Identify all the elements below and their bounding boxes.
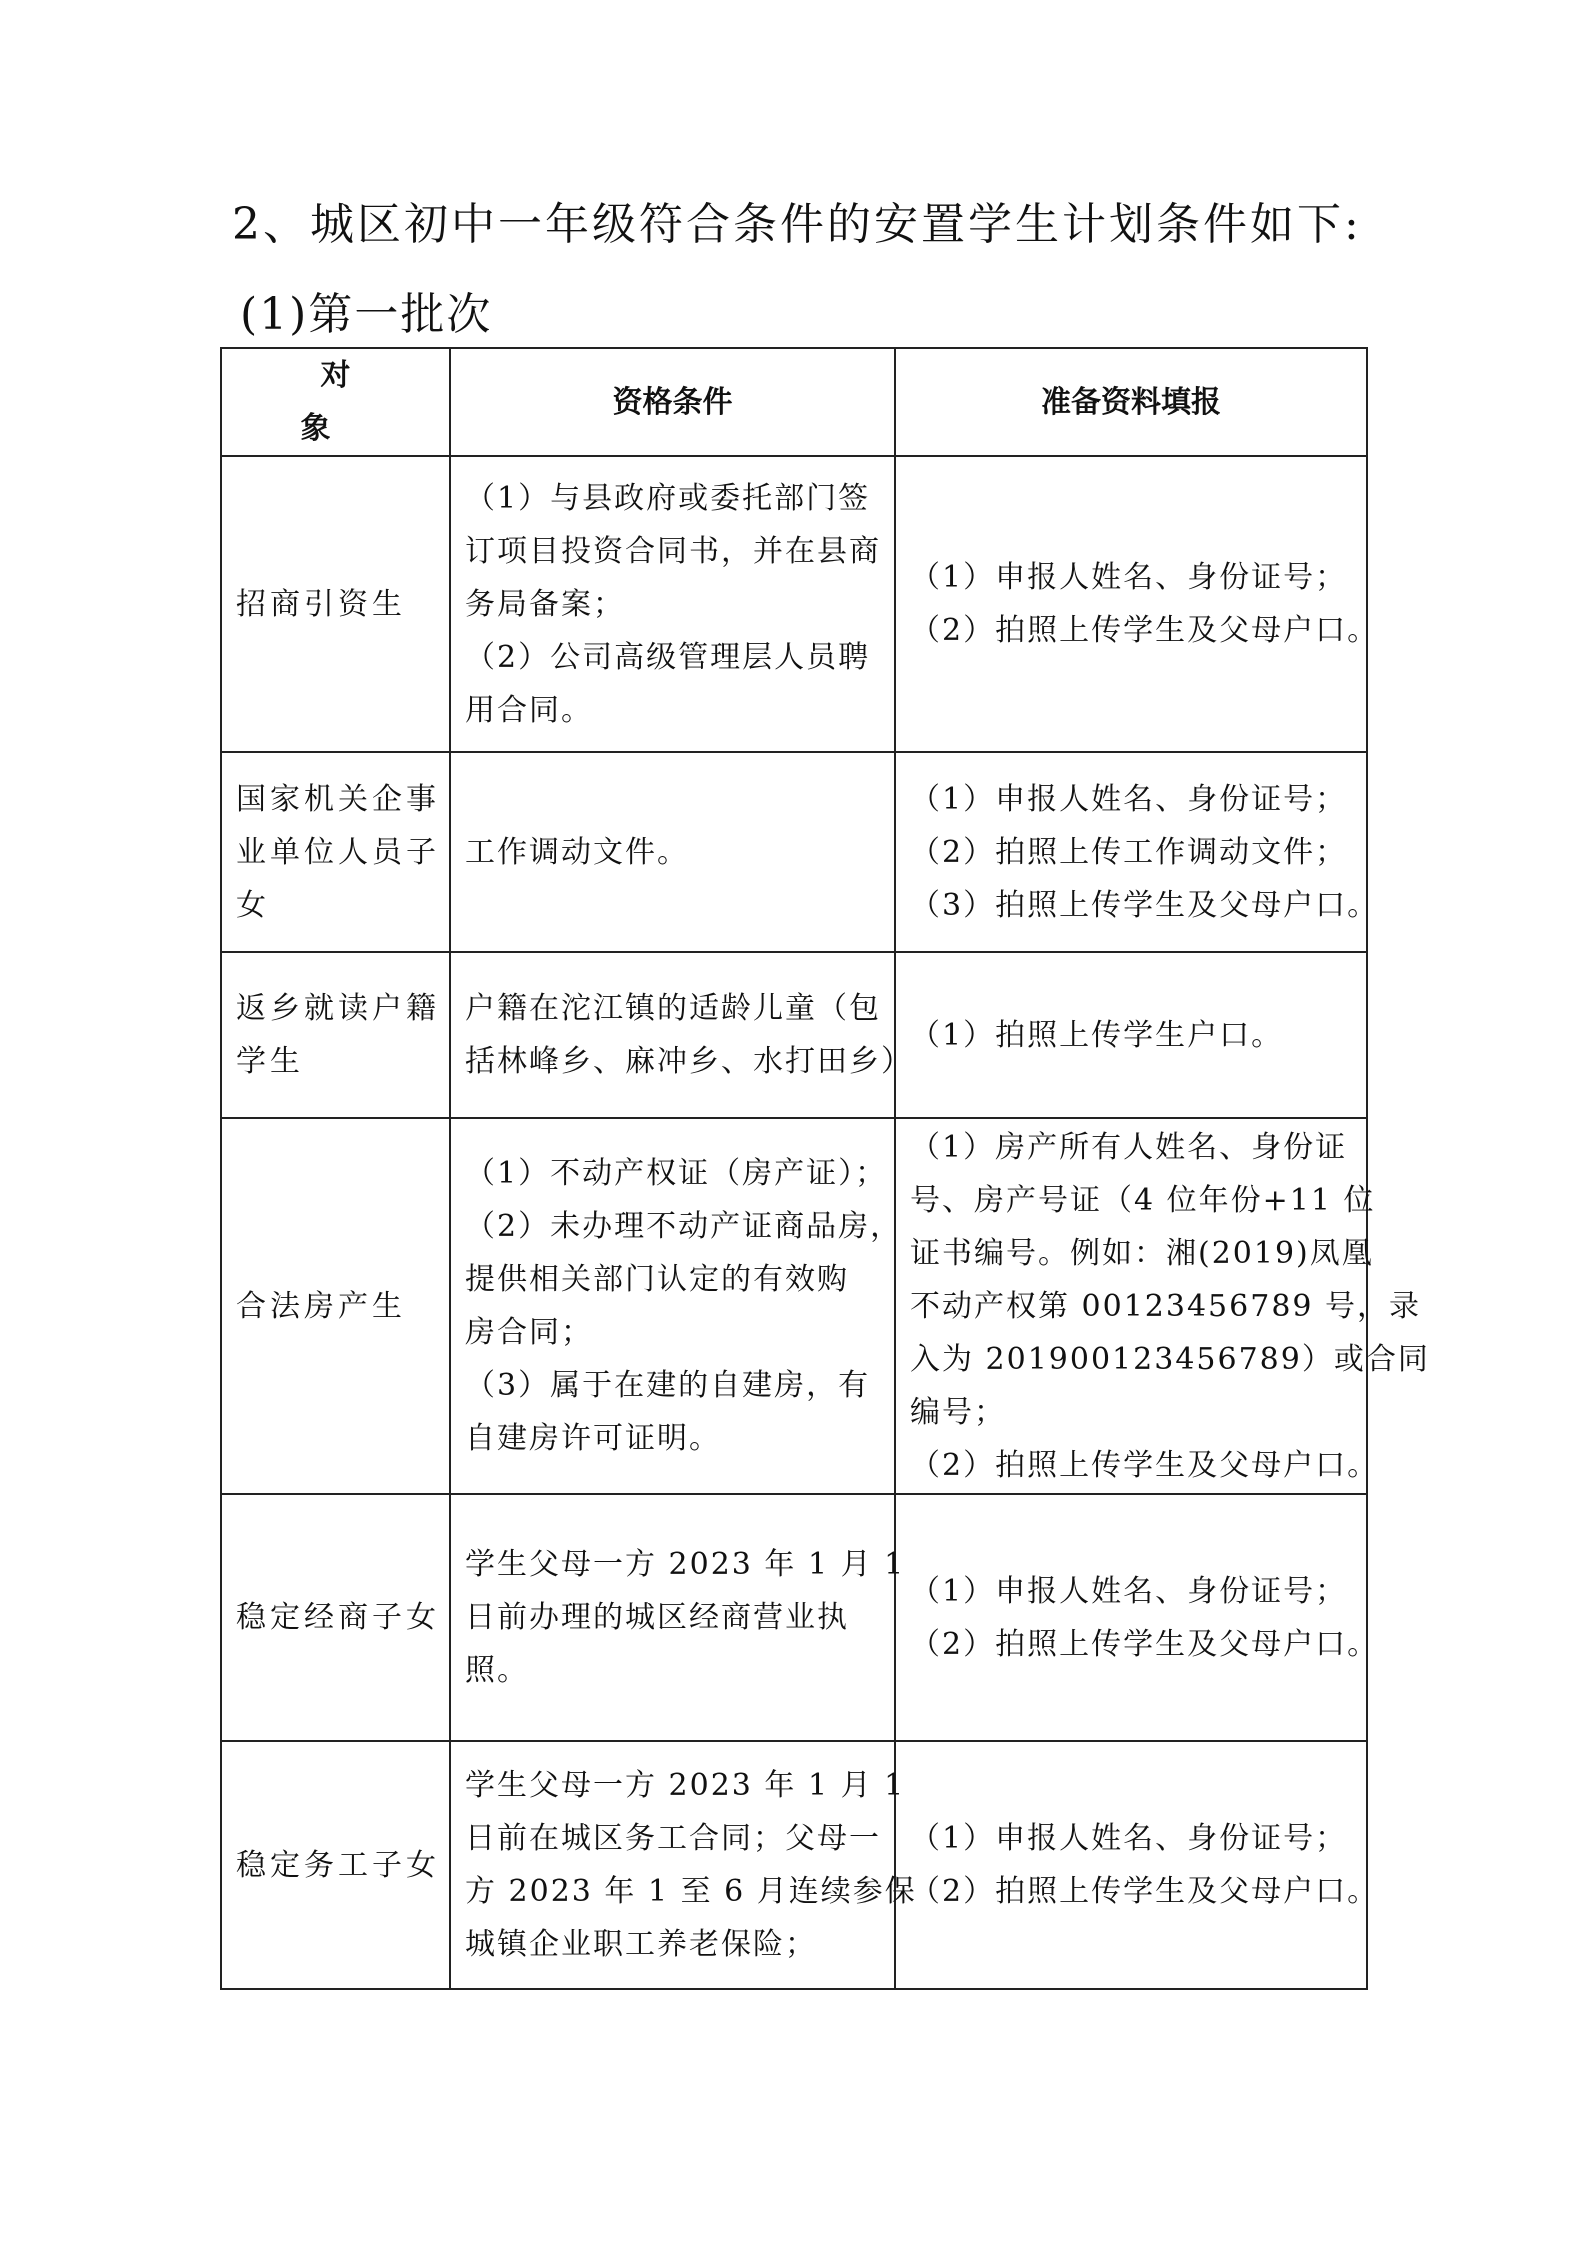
object-line: 招商引资生 [236, 586, 406, 622]
document-line: 编号； [910, 1394, 1006, 1430]
object-line: 稳定务工子女 [236, 1847, 440, 1883]
condition-line: 学生父母一方 2023 年 1 月 1 [465, 1547, 906, 1582]
condition-line: 照。 [465, 1653, 529, 1688]
section-heading: 2、城区初中一年级符合条件的安置学生计划条件如下: [232, 199, 1362, 250]
object-line: 合法房产生 [236, 1288, 406, 1324]
condition-line: （2）公司高级管理层人员聘 [465, 639, 871, 675]
condition-line: 务局备案； [465, 586, 625, 622]
cell-object [221, 1118, 450, 1494]
cell-documents [895, 1494, 1380, 1741]
table-row [221, 1118, 1367, 1494]
condition-line: 房合同； [465, 1315, 593, 1350]
cell-documents [895, 1118, 1430, 1494]
condition-line: （1）不动产权证（房产证）； [465, 1156, 888, 1191]
condition-line: 括林峰乡、麻冲乡、水打田乡） [465, 1044, 913, 1079]
table-row [221, 456, 1367, 752]
table-row [221, 1741, 1367, 1989]
cell-conditions [450, 952, 913, 1118]
cell-object [221, 752, 450, 952]
document-line: （1）房产所有人姓名、身份证 [910, 1129, 1348, 1165]
cell-documents [895, 952, 1367, 1118]
cell-object [221, 952, 450, 1118]
batch-subheading: (1)第一批次 [240, 289, 493, 340]
cell-documents [895, 752, 1380, 952]
document-line: （1）申报人姓名、身份证号； [910, 1573, 1348, 1609]
document-line: 不动产权第 00123456789 号，录 [910, 1288, 1422, 1324]
condition-line: 自建房许可证明。 [465, 1421, 721, 1456]
document-line: （1）申报人姓名、身份证号； [910, 560, 1348, 595]
cell-object [221, 1494, 450, 1741]
header-documents: 准备资料填报 [895, 348, 1367, 456]
table-row [221, 1494, 1367, 1741]
cell-conditions [450, 752, 895, 952]
document-line: 号、房产号证（4 位年份+11 位 [910, 1182, 1376, 1218]
document-line: 入为 201900123456789）或合同 [910, 1341, 1430, 1377]
placement-conditions-table [220, 347, 1430, 1990]
table-header-row [221, 348, 1367, 456]
document-line: （2）拍照上传学生及父母户口。 [910, 1874, 1380, 1909]
document-line: （1）申报人姓名、身份证号； [910, 1821, 1348, 1856]
cell-conditions [450, 1741, 917, 1989]
document-line: （2）拍照上传学生及父母户口。 [910, 1447, 1380, 1483]
cell-documents [895, 456, 1380, 752]
condition-line: 方 2023 年 1 至 6 月连续参保 [465, 1874, 917, 1909]
condition-line: 城镇企业职工养老保险； [465, 1927, 817, 1962]
object-line: 业单位人员子 [236, 834, 440, 870]
table-row [221, 752, 1367, 952]
header-conditions: 资格条件 [450, 348, 895, 456]
condition-line: 日前办理的城区经商营业执 [465, 1600, 849, 1635]
cell-conditions [450, 1494, 906, 1741]
cell-object [221, 1741, 450, 1989]
condition-line: 提供相关部门认定的有效购 [465, 1262, 849, 1297]
condition-line: 学生父母一方 2023 年 1 月 1 [465, 1768, 906, 1803]
condition-line: （1）与县政府或委托部门签 [465, 480, 871, 516]
condition-line: 订项目投资合同书，并在县商 [465, 533, 881, 569]
document-line: （2）拍照上传学生及父母户口。 [910, 613, 1380, 648]
object-line: 返乡就读户籍 [236, 991, 440, 1026]
cell-conditions [450, 1118, 903, 1494]
condition-line: 户籍在沱江镇的适龄儿童（包 [465, 991, 881, 1026]
cell-documents [895, 1741, 1380, 1989]
object-line: 稳定经商子女 [236, 1600, 440, 1635]
condition-line: （3）属于在建的自建房，有 [465, 1368, 871, 1403]
object-line: 学生 [236, 1044, 304, 1079]
document-line: （3）拍照上传学生及父母户口。 [910, 887, 1380, 923]
document-line: （2）拍照上传工作调动文件； [910, 834, 1348, 870]
condition-line: 用合同。 [465, 692, 593, 728]
condition-line: 工作调动文件。 [465, 834, 689, 870]
header-object: 对 象 [221, 348, 450, 456]
table-row [221, 952, 1367, 1118]
object-line: 女 [236, 887, 270, 923]
document-line: （2）拍照上传学生及父母户口。 [910, 1626, 1380, 1662]
document-line: （1）申报人姓名、身份证号； [910, 781, 1348, 817]
object-line: 国家机关企事 [236, 781, 440, 817]
cell-object [221, 456, 450, 752]
document-line: （1）拍照上传学生户口。 [910, 1017, 1284, 1053]
document-line: 证书编号。例如：湘(2019)凤凰 [910, 1235, 1374, 1271]
condition-line: 日前在城区务工合同；父母一 [465, 1821, 881, 1856]
cell-conditions [450, 456, 895, 752]
condition-line: （2）未办理不动产证商品房， [465, 1209, 903, 1244]
